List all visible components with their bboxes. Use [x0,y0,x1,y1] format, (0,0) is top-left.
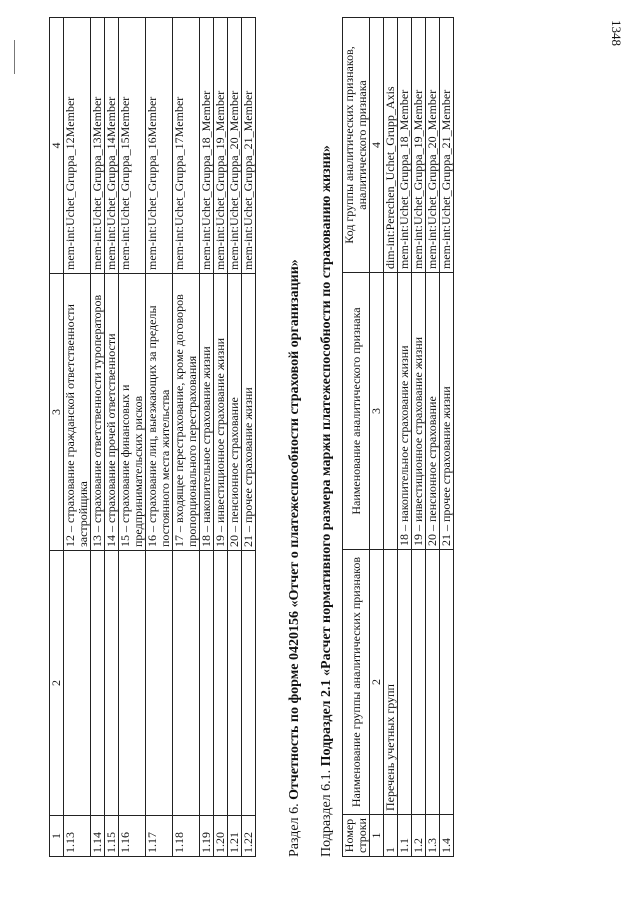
header-row-number: Номер строки [343,815,370,857]
table-row [105,18,119,857]
attr-code: mem-int:Uchet_Gruppa_17Member [173,18,200,274]
row-number: 1.14 [91,816,105,857]
group-name [119,551,146,816]
page-edge-mark [14,40,15,74]
attr-code: mem-int:Uchet_Gruppa_18_Member [398,18,412,273]
col-4-number: 4 [370,18,384,273]
attr-code: mem-int:Uchet_Gruppa_21_Member [440,18,454,273]
row-number: 1.16 [119,816,146,857]
attr-code: mem-int:Uchet_Gruppa_18_Member [200,18,214,274]
table-row [146,18,173,857]
table-row [200,18,214,857]
subsection-title: Подраздел 2.1 «Расчет нормативного размера маржи платежеспособности по страхованию жизни» [319,145,334,767]
group-name [214,551,228,816]
table-row [242,18,256,857]
attr-name [384,273,398,550]
attr-name: 21 – прочее страхование жизни [242,274,256,551]
group-name [105,551,119,816]
row-number: 1.19 [200,816,214,857]
group-name [64,551,91,816]
header-group-name: Наименование группы аналитических признаков [343,550,370,815]
table-row [384,18,398,857]
attr-name: 21 – прочее страхование жизни [440,273,454,550]
attr-name: 20 – пенсионное страхование [228,274,242,551]
attr-code: mem-int:Uchet_Gruppa_20_Member [228,18,242,274]
table-row [119,18,146,857]
row-number: 1.4 [440,815,454,857]
attr-code: mem-int:Uchet_Gruppa_13Member [91,18,105,274]
row-number: 1.3 [426,815,440,857]
attr-name: 15 – страхование финансовых и предпринимательских рисков [119,274,146,551]
row-number: 1.13 [64,816,91,857]
top-col-3-header: 3 [50,274,64,551]
group-name: Перечень учетных групп [384,550,398,815]
group-name [200,551,214,816]
attr-name: 19 – инвестиционное страхование жизни [412,273,426,550]
table-row [173,18,200,857]
attr-name: 14 – страхование прочей ответственности [105,274,119,551]
rotated-page-content [49,7,629,857]
attr-name: 19 – инвестиционное страхование жизни [214,274,228,551]
attr-code: mem-int:Uchet_Gruppa_14Member [105,18,119,274]
attr-code: mem-int:Uchet_Gruppa_20_Member [426,18,440,273]
bottom-table-header-row [343,18,370,857]
row-number: 1.21 [228,816,242,857]
top-col-2-header: 2 [50,551,64,816]
top-table-header-row [50,18,64,857]
table-row [398,18,412,857]
attr-code: dim-int:Perechen_Uchet_Grupp_Axis [384,18,398,273]
table-row [228,18,242,857]
top-col-4-header: 4 [50,18,64,274]
group-name [228,551,242,816]
attr-code: mem-int:Uchet_Gruppa_21_Member [242,18,256,274]
group-name [412,550,426,815]
section-6-title: Отчетность по форме 0420156 «Отчет о платежеспособности страховой организации» [287,259,302,800]
row-number: 1.18 [173,816,200,857]
col-1-number: 1 [370,815,384,857]
attr-name: 18 – накопительное страхование жизни [200,274,214,551]
attr-name: 16 – страхование лиц, выезжающих за пределы постоянного места жительства [146,274,173,551]
row-number: 1.17 [146,816,173,857]
header-code: Код группы аналитических признаков, аналитического признака [343,18,370,273]
group-name [426,550,440,815]
attr-code: mem-int:Uchet_Gruppa_15Member [119,18,146,274]
table-row [412,18,426,857]
header-attr-name: Наименование аналитического признака [343,273,370,550]
top-table [49,17,256,857]
top-col-1-header: 1 [50,816,64,857]
row-number: 1.22 [242,816,256,857]
attr-name: 20 – пенсионное страхование [426,273,440,550]
attr-code: mem-int:Uchet_Gruppa_19_Member [214,18,228,274]
row-number: 1.15 [105,816,119,857]
attr-code: mem-int:Uchet_Gruppa_16Member [146,18,173,274]
col-2-number: 2 [370,550,384,815]
subsection-heading [319,145,335,857]
attr-name: 17 – входящее перестрахование, кроме договоров пропорционального перестрахования [173,274,200,551]
attr-code: mem-int:Uchet_Gruppa_12Member [64,18,91,274]
table-row [64,18,91,857]
group-name [398,550,412,815]
col-3-number: 3 [370,273,384,550]
attr-name: 13 – страхование ответственности туроператоров [91,274,105,551]
section-6-heading [287,259,303,857]
attr-name: 12 – страхование гражданской ответственности застройщика [64,274,91,551]
table-row [426,18,440,857]
group-name [173,551,200,816]
row-number: 1.1 [398,815,412,857]
page-number: 1348 [609,20,624,46]
attr-code: mem-int:Uchet_Gruppa_19_Member [412,18,426,273]
row-number: 1.2 [412,815,426,857]
table-row [91,18,105,857]
row-number: 1 [384,815,398,857]
section-6-prefix: Раздел 6. [287,799,302,857]
table-row [214,18,228,857]
group-name [440,550,454,815]
group-name [91,551,105,816]
bottom-table [342,17,454,857]
table-row [440,18,454,857]
group-name [242,551,256,816]
group-name [146,551,173,816]
bottom-table-number-row [370,18,384,857]
row-number: 1.20 [214,816,228,857]
attr-name: 18 – накопительное страхование жизни [398,273,412,550]
subsection-prefix: Подраздел 6.1. [319,766,334,857]
